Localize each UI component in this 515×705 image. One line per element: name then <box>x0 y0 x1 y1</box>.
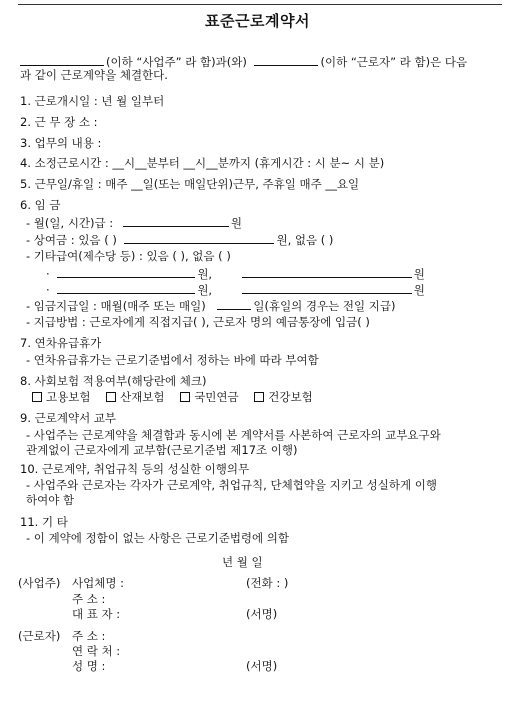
social-insurance-options <box>32 390 313 404</box>
misc-detail: - 이 계약에 정함이 없는 사항은 근로기준법령에 의함 <box>26 531 290 545</box>
item-workdays: 5. 근무일/휴일 : 매주 __일(또는 매일단위)근무, 주휴일 매주 __요일 <box>20 177 360 191</box>
employer-phone-label: (전화 : ) <box>246 576 289 590</box>
item-misc: 11. 기 타 <box>20 515 68 529</box>
wage-other-blank-1[interactable] <box>57 266 195 278</box>
item-working-hours: 4. 소정근로시간 : __시__분부터 __시__분까지 (휴게시간 : 시 분~ 시 분) <box>20 156 385 170</box>
wage-monthly-blank[interactable] <box>123 215 229 227</box>
wage-other-won-4: 원 <box>413 283 425 297</box>
option-label: 산재보험 <box>120 390 165 404</box>
item-faithful-duty: 10. 근로계약, 취업규칙 등의 성실한 이행의무 <box>20 462 250 476</box>
wage-other-won-3: 원, <box>197 283 213 297</box>
faithful-duty-line-1: - 사업주와 근로자는 각자가 근로계약, 취업규칙, 단체협약을 지키고 성실하게 이행 <box>26 478 437 492</box>
document-title: 표준근로계약서 <box>205 12 310 30</box>
item-contract-delivery: 9. 근로계약서 교부 <box>20 411 117 425</box>
item-annual-leave: 7. 연차유급휴가 <box>20 336 102 350</box>
wage-other-won-1: 원, <box>197 267 213 281</box>
item-wage-heading: 6. 임 금 <box>20 198 61 212</box>
wage-bonus-label: - 상여금 : 있음 ( ) <box>26 233 117 247</box>
wage-other-row-1 <box>46 266 425 281</box>
wage-other: - 기타급여(제수당 등) : 있음 ( ), 없음 ( ) <box>26 249 231 263</box>
employer-signature[interactable]: (서명) <box>246 607 278 621</box>
intro-line-2: 과 같이 근로계약을 체결한다. <box>20 68 168 82</box>
wage-bonus-blank[interactable] <box>124 232 274 244</box>
worker-tag: (근로자) <box>18 629 61 643</box>
checkbox-icon <box>32 392 42 402</box>
item-social-insurance: 8. 사회보험 적용여부(해당란에 체크) <box>20 374 207 388</box>
checkbox-icon <box>180 392 190 402</box>
employer-blank[interactable] <box>20 54 104 66</box>
worker-blank[interactable] <box>254 54 318 66</box>
wage-payday-suffix: 일(휴일의 경우는 전일 지급) <box>253 299 396 313</box>
intro-worker-suffix: (이하 “근로자” 라 함)은 다음 <box>320 55 468 69</box>
employer-name-label: 사업체명 : <box>72 576 124 590</box>
signing-date: 년 월 일 <box>222 555 263 569</box>
wage-monthly <box>26 215 242 230</box>
employer-tag: (사업주) <box>18 576 61 590</box>
annual-leave-detail: - 연차유급휴가는 근로기준법에서 정하는 바에 따라 부여함 <box>26 353 319 367</box>
checkbox-industrial-accident[interactable] <box>106 390 164 404</box>
item-job-description: 3. 업무의 내용 : <box>20 136 102 150</box>
employer-rep-label: 대 표 자 : <box>72 607 121 621</box>
wage-other-blank-2[interactable] <box>242 266 412 278</box>
faithful-duty-line-2: 하여야 함 <box>26 493 75 507</box>
wage-bonus <box>26 232 333 247</box>
checkbox-national-pension[interactable] <box>180 390 238 404</box>
employer-address-label: 주 소 : <box>72 592 106 606</box>
contract-delivery-line-1: - 사업주는 근로계약을 체결함과 동시에 본 계약서를 사본하여 근로자의 교부요구와 <box>26 428 441 442</box>
worker-name-label: 성 명 : <box>72 659 106 673</box>
wage-bonus-suffix: 원, 없음 ( ) <box>276 233 334 247</box>
checkbox-icon <box>106 392 116 402</box>
wage-payday-label: - 임금지급일 : 매월(매주 또는 매일) <box>26 299 206 313</box>
wage-payday-blank[interactable] <box>217 298 251 310</box>
worker-signature[interactable]: (서명) <box>246 659 278 673</box>
worker-contact-label: 연 락 처 : <box>72 644 121 658</box>
item-workplace: 2. 근 무 장 소 : <box>20 115 98 129</box>
contract-delivery-line-2: 관계없이 근로자에게 교부함(근로기준법 제17조 이행) <box>26 443 298 457</box>
option-label: 국민연금 <box>194 390 239 404</box>
wage-other-row-2 <box>46 282 425 297</box>
wage-payment-method: - 지급방법 : 근로자에게 직접지급( ), 근로자 명의 예금통장에 입금( ) <box>26 315 370 329</box>
checkbox-icon <box>254 392 264 402</box>
option-label: 건강보험 <box>268 390 313 404</box>
top-rule <box>18 4 502 5</box>
bullet-dot: · <box>46 267 50 281</box>
bullet-dot: · <box>46 283 50 297</box>
worker-address-label: 주 소 : <box>72 629 106 643</box>
wage-monthly-won: 원 <box>230 216 242 230</box>
intro-line-1 <box>20 54 467 69</box>
wage-other-blank-3[interactable] <box>57 282 195 294</box>
wage-other-blank-4[interactable] <box>242 282 412 294</box>
option-label: 고용보험 <box>46 390 91 404</box>
wage-monthly-label: - 월(일, 시간)급 : <box>26 216 114 230</box>
wage-other-won-2: 원 <box>413 267 425 281</box>
intro-employer-suffix: (이하 “사업주” 라 함)과(와) <box>106 55 247 69</box>
wage-payday <box>26 298 396 313</box>
item-start-date: 1. 근로개시일 : 년 월 일부터 <box>20 94 165 108</box>
checkbox-health-insurance[interactable] <box>254 390 312 404</box>
checkbox-employment-insurance[interactable] <box>32 390 90 404</box>
